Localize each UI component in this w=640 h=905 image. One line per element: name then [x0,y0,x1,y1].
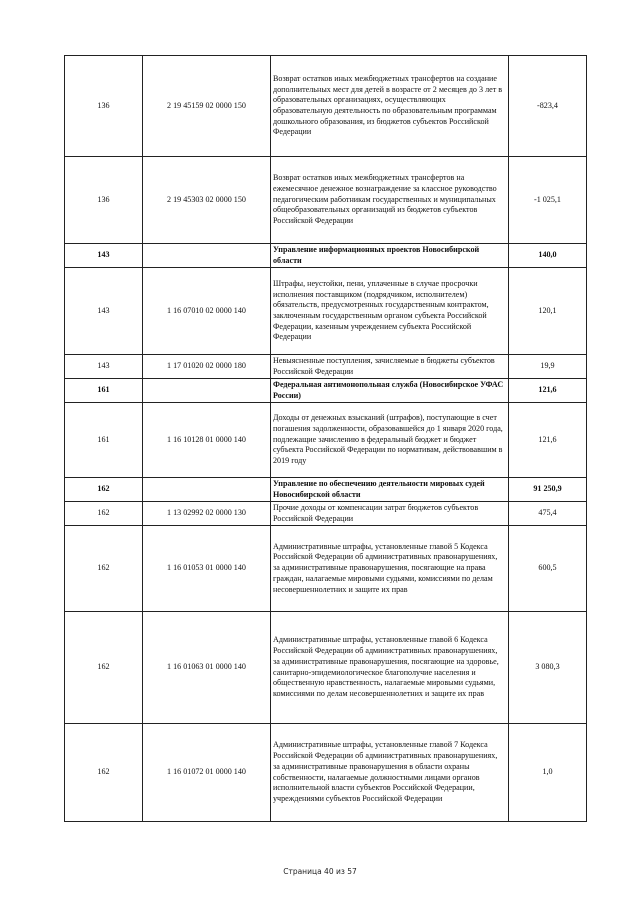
kbk-code-cell: 2 19 45303 02 0000 150 [143,157,271,244]
amount-cell: 600,5 [509,526,587,612]
section-name-cell: Федеральная антимонопольная служба (Новосибирское УФАС России) [271,379,509,403]
kbk-code-cell: 1 16 01053 01 0000 140 [143,526,271,612]
revenue-name-cell: Возврат остатков иных межбюджетных трансфертов на ежемесячное денежное вознаграждение за классное руководство педагогическим работникам государственных и муниципальных общеобразовательных организаций из бюджетов субъектов Российской Федерации [271,157,509,244]
kbk-code-cell [143,244,271,268]
admin-code-cell: 161 [65,379,143,403]
revenue-name-cell: Штрафы, неустойки, пени, уплаченные в случае просрочки исполнения поставщиком (подрядчиком, исполнителем) обязательств, предусмотренных государственным контрактом, заключенным государственным органом субъекта Российской Федерации, казенным учреждением субъекта Российской Федерации [271,268,509,355]
amount-cell: 475,4 [509,502,587,526]
admin-code-cell: 162 [65,478,143,502]
admin-code-cell: 136 [65,157,143,244]
table-row [65,403,587,478]
revenue-name-cell: Прочие доходы от компенсации затрат бюджетов субъектов Российской Федерации [271,502,509,526]
page-number: Страница 40 из 57 [283,867,357,876]
kbk-code-cell [143,478,271,502]
table-section-row [65,244,587,268]
amount-cell: -1 025,1 [509,157,587,244]
table-row [65,724,587,822]
admin-code-cell: 162 [65,502,143,526]
table-row [65,526,587,612]
table-row [65,157,587,244]
table-row [65,612,587,724]
revenue-name-cell: Административные штрафы, установленные главой 6 Кодекса Российской Федерации об административных правонарушениях, за административные правонарушения, посягающие на здоровье, санитарно-эпидемиологическое благополучие населения и общественную нравственность, налагаемые мировыми судьями, комиссиями по делам несовершеннолетних и защите их прав [271,612,509,724]
section-name-cell: Управление по обеспечению деятельности мировых судей Новосибирской области [271,478,509,502]
kbk-code-cell: 1 13 02992 02 0000 130 [143,502,271,526]
kbk-code-cell: 2 19 45159 02 0000 150 [143,56,271,157]
amount-cell: 121,6 [509,403,587,478]
table-section-row [65,478,587,502]
amount-cell: 19,9 [509,355,587,379]
amount-cell: 3 080,3 [509,612,587,724]
amount-cell: 120,1 [509,268,587,355]
revenue-name-cell: Доходы от денежных взысканий (штрафов), поступающие в счет погашения задолженности, образовавшейся до 1 января 2020 года, подлежащие зачислению в федеральный бюджет и бюджет субъекта Российской Федерации по нормативам, действовавшим в 2019 году [271,403,509,478]
table-row [65,502,587,526]
admin-code-cell: 162 [65,724,143,822]
admin-code-cell: 161 [65,403,143,478]
admin-code-cell: 143 [65,268,143,355]
table-row [65,56,587,157]
section-name-cell: Управление информационных проектов Новосибирской области [271,244,509,268]
admin-code-cell: 162 [65,526,143,612]
kbk-code-cell: 1 16 07010 02 0000 140 [143,268,271,355]
revenue-name-cell: Возврат остатков иных межбюджетных трансфертов на создание дополнительных мест для детей в возрасте от 2 месяцев до 3 лет в образовательных организациях, осуществляющих образовательную деятельность по образовательным программам дошкольного образования, из бюджетов субъектов Российской Федерации [271,56,509,157]
revenue-name-cell: Административные штрафы, установленные главой 5 Кодекса Российской Федерации об административных правонарушениях, за административные правонарушения, посягающие на права граждан, налагаемые мировыми судьями, комиссиями по делам несовершеннолетних и защите их прав [271,526,509,612]
revenue-table-body [65,56,587,822]
table-section-row [65,379,587,403]
admin-code-cell: 162 [65,612,143,724]
amount-cell: -823,4 [509,56,587,157]
admin-code-cell: 136 [65,56,143,157]
kbk-code-cell: 1 17 01020 02 0000 180 [143,355,271,379]
kbk-code-cell: 1 16 01063 01 0000 140 [143,612,271,724]
admin-code-cell: 143 [65,355,143,379]
revenue-table [64,55,587,822]
kbk-code-cell: 1 16 01072 01 0000 140 [143,724,271,822]
revenue-name-cell: Административные штрафы, установленные главой 7 Кодекса Российской Федерации об административных правонарушениях, за административные правонарушения в области охраны собственности, налагаемые должностными лицами органов исполнительной власти субъектов Российской Федерации, учреждениями субъектов Российской Федерации [271,724,509,822]
amount-cell: 1,0 [509,724,587,822]
section-amount-cell: 121,6 [509,379,587,403]
kbk-code-cell [143,379,271,403]
revenue-name-cell: Невыясненные поступления, зачисляемые в бюджеты субъектов Российской Федерации [271,355,509,379]
admin-code-cell: 143 [65,244,143,268]
kbk-code-cell: 1 16 10128 01 0000 140 [143,403,271,478]
section-amount-cell: 91 250,9 [509,478,587,502]
section-amount-cell: 140,0 [509,244,587,268]
table-row [65,268,587,355]
table-row [65,355,587,379]
